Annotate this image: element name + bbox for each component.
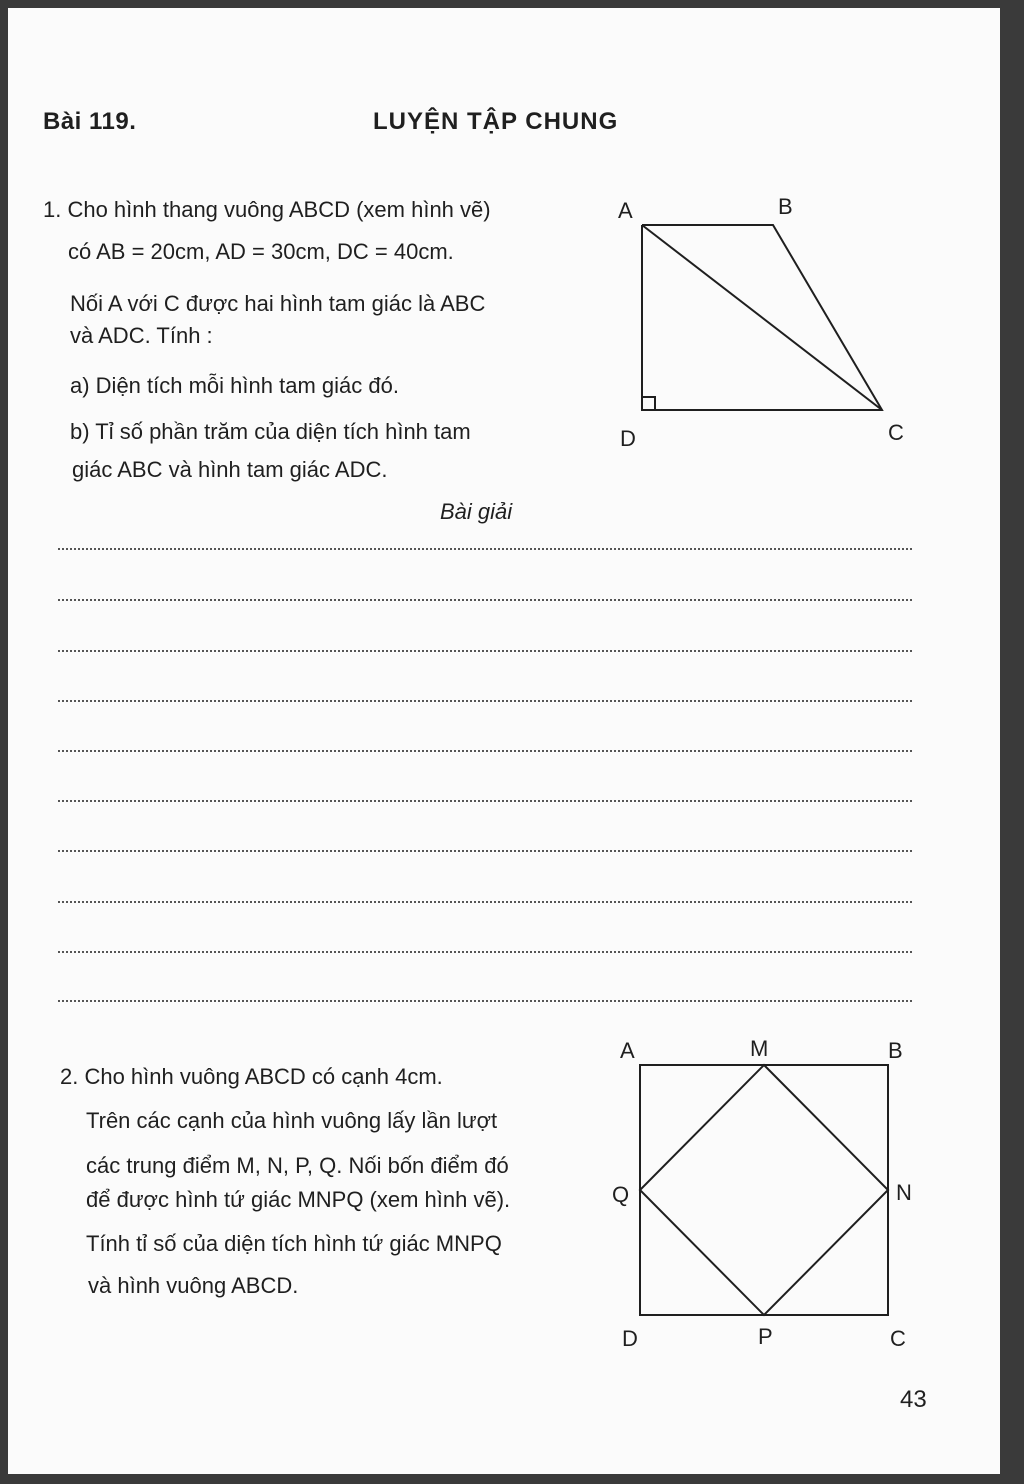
- problem1-part-b: b) Tỉ số phần trăm của diện tích hình tam: [70, 419, 471, 444]
- square-abcd: [640, 1065, 888, 1315]
- answer-line: [58, 700, 912, 702]
- problem2-line6: và hình vuông ABCD.: [88, 1273, 299, 1298]
- page-title: LUYỆN TẬP CHUNG: [373, 108, 619, 135]
- square-figure: [640, 1065, 888, 1315]
- problem2-line4: để được hình tứ giác MNPQ (xem hình vẽ).: [86, 1187, 511, 1212]
- answer-line: [58, 750, 912, 752]
- square-label-c: C: [890, 1326, 906, 1351]
- square-label-a: A: [620, 1038, 635, 1063]
- answer-line: [58, 599, 912, 601]
- vertex-label-a: A: [618, 198, 633, 223]
- lesson-number: Bài 119.: [43, 108, 137, 135]
- trapezoid-shape: [642, 225, 882, 410]
- page-number: 43: [900, 1386, 927, 1413]
- right-angle-mark-d: [642, 397, 655, 410]
- square-label-n: N: [896, 1180, 912, 1205]
- problem1-line2: có AB = 20cm, AD = 30cm, DC = 40cm.: [68, 239, 454, 264]
- problem2-line2: Trên các cạnh của hình vuông lấy lần lượt: [86, 1108, 498, 1133]
- problem1-line1: 1. Cho hình thang vuông ABCD (xem hình vẽ): [43, 197, 491, 222]
- problem2-line5: Tính tỉ số của diện tích hình tứ giác MNPQ: [86, 1231, 502, 1256]
- square-label-p: P: [758, 1324, 773, 1349]
- answer-line: [58, 548, 912, 550]
- vertex-label-d: D: [620, 426, 636, 451]
- answer-line: [58, 901, 912, 903]
- problem1-part-b-cont: giác ABC và hình tam giác ADC.: [72, 457, 388, 482]
- solution-label: Bài giải: [440, 499, 513, 524]
- problem1-part-a: a) Diện tích mỗi hình tam giác đó.: [70, 373, 399, 398]
- answer-line: [58, 1000, 912, 1002]
- vertex-label-c: C: [888, 420, 904, 445]
- diagonal-ac: [642, 225, 882, 410]
- problem2-line3: các trung điểm M, N, P, Q. Nối bốn điểm đó: [86, 1153, 509, 1178]
- square-label-d: D: [622, 1326, 638, 1351]
- answer-line: [58, 650, 912, 652]
- workbook-page: [8, 8, 1000, 1474]
- square-label-b: B: [888, 1038, 903, 1063]
- square-label-m: M: [750, 1036, 769, 1061]
- answer-line: [58, 800, 912, 802]
- problem1-line3: Nối A với C được hai hình tam giác là ABC: [70, 291, 486, 316]
- vertex-label-b: B: [778, 194, 793, 219]
- answer-line: [58, 850, 912, 852]
- problem2-line1: 2. Cho hình vuông ABCD có cạnh 4cm.: [60, 1064, 443, 1089]
- problem1-line4: và ADC. Tính :: [70, 323, 213, 348]
- quadrilateral-mnpq: [640, 1065, 888, 1315]
- answer-line: [58, 951, 912, 953]
- square-label-q: Q: [612, 1182, 630, 1207]
